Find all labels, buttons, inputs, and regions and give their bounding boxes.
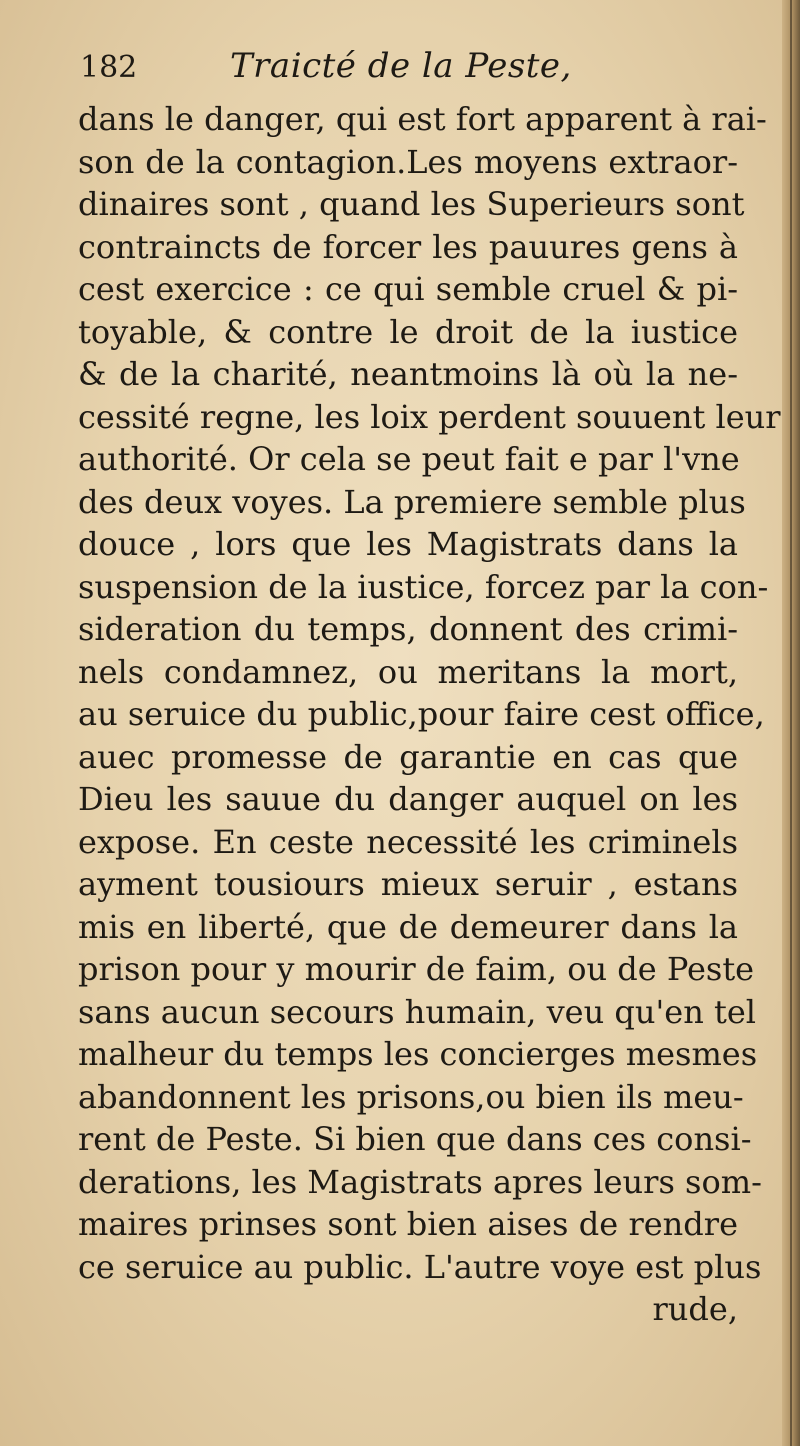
text-line: malheur du temps les concierges mesmes — [78, 1035, 758, 1073]
text-line: derations, les Magistrats apres leurs som- — [78, 1162, 762, 1201]
text-line: maires prinses sont bien aises de rendre — [78, 1205, 738, 1243]
page-header — [80, 40, 720, 96]
text-line: rent de Peste. Si bien que dans ces consi- — [78, 1120, 752, 1158]
text-line: prison pour y mourir de faim, ou de Peste — [78, 950, 755, 988]
text-line: douce , lors que les Magistrats dans la — [78, 525, 738, 563]
text-line: des deux voyes. La premiere semble plus — [78, 482, 746, 521]
catchword: rude, — [652, 1290, 738, 1328]
page-number: 182 — [80, 50, 138, 85]
text-line: mis en liberté, que de demeurer dans la — [78, 907, 738, 946]
text-line: sideration du temps, donnent des crimi- — [78, 610, 738, 648]
text-line: dinaires sont , quand les Superieurs sont — [78, 185, 745, 223]
page-edge-shadow — [790, 0, 792, 1446]
text-line: ce seruice au public. L'autre voye est plus — [78, 1247, 762, 1286]
text-line: au seruice du public,pour faire cest office, — [78, 695, 765, 733]
text-line: expose. En ceste necessité les criminels — [78, 822, 738, 861]
text-line: dans le danger, qui est fort apparent à rai- — [78, 100, 767, 138]
text-line: nels condamnez, ou meritans la mort, — [78, 652, 738, 691]
text-line: cest exercice : ce qui semble cruel & pi- — [78, 270, 738, 308]
body-text — [78, 98, 781, 1331]
text-line: abandonnent les prisons,ou bien ils meu- — [78, 1077, 744, 1116]
text-line: suspension de la iustice, forcez par la con- — [78, 567, 769, 606]
text-line: son de la contagion.Les moyens extraor- — [78, 142, 738, 181]
text-line: auec promesse de garantie en cas que — [78, 737, 738, 776]
running-title: Traicté de la Peste, — [230, 46, 572, 86]
text-line: cessité regne, les loix perdent souuent leur — [78, 397, 781, 436]
text-line: ayment tousiours mieux seruir , estans — [78, 865, 738, 903]
text-line: contraincts de forcer les pauures gens à — [78, 227, 738, 266]
text-line: Dieu les sauue du danger auquel on les — [78, 780, 738, 818]
text-line: toyable, & contre le droit de la iustice — [78, 312, 738, 351]
text-line: sans aucun secours humain, veu qu'en tel — [78, 992, 757, 1031]
text-line: authorité. Or cela se peut fait e par l'vne — [78, 440, 740, 478]
text-line: & de la charité, neantmoins là où la ne- — [78, 355, 738, 393]
